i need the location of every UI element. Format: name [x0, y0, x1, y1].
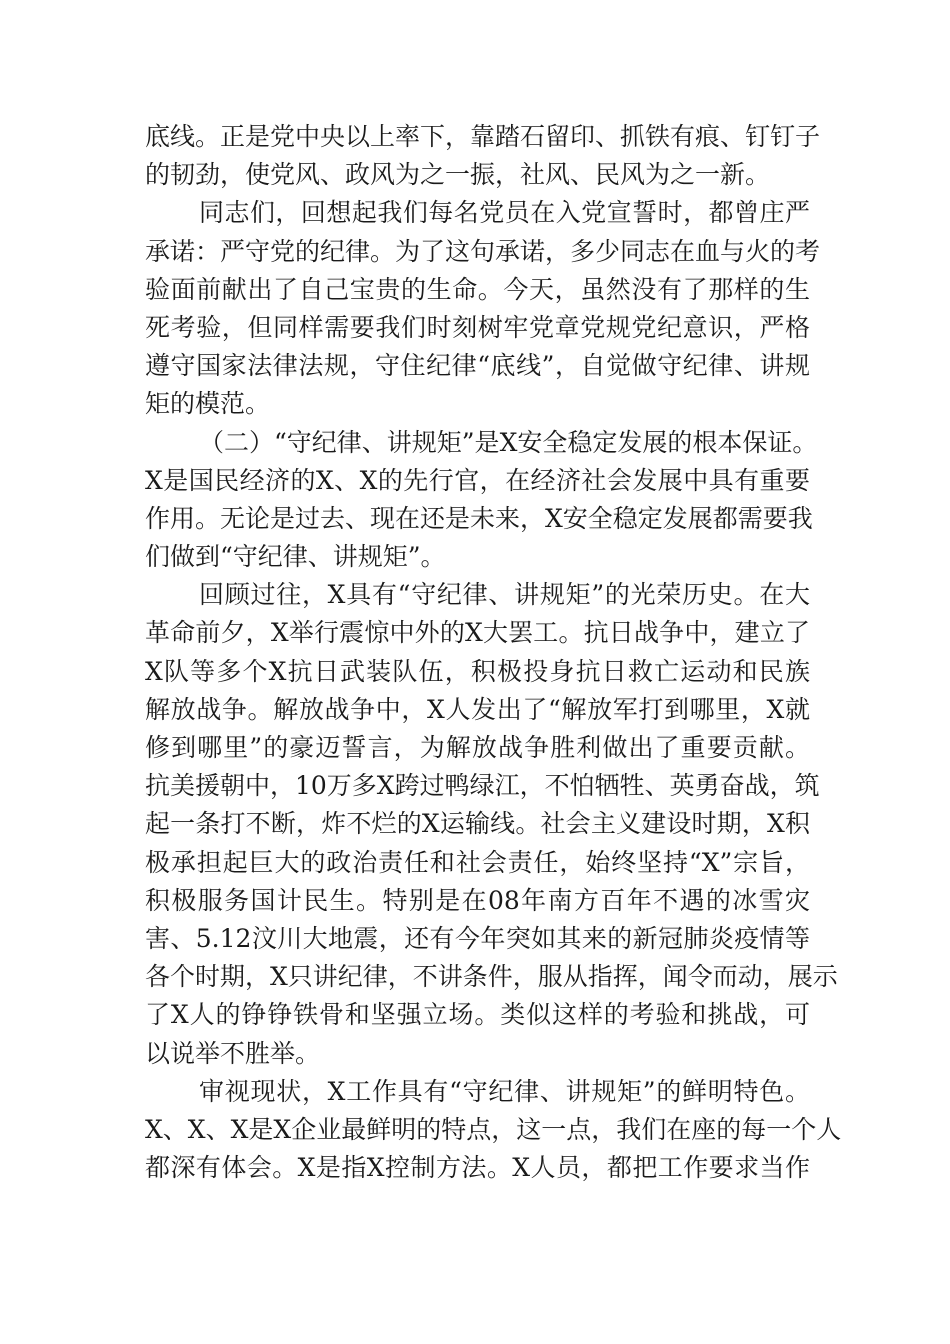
text-line: 同志们，回想起我们每名党员在入党宣誓时，都曾庄严	[199, 198, 810, 228]
text-line: 承诺：严守党的纪律。为了这句承诺，多少同志在血与火的考	[145, 236, 821, 266]
text-line: X是国民经济的X、X的先行官，在经济社会发展中具有重要	[145, 465, 810, 495]
text-line: 回顾过往，X具有“守纪律、讲规矩”的光荣历史。在大	[199, 580, 810, 610]
text-line: X队等多个X抗日武装队伍，积极投身抗日救亡运动和民族	[145, 656, 810, 686]
text-line: 解放战争。解放战争中，X人发出了“解放军打到哪里，X就	[145, 694, 810, 724]
text-line: 们做到“守纪律、讲规矩”。	[145, 542, 446, 572]
text-line: 起一条打不断，炸不烂的X运输线。社会主义建设时期，X积	[145, 809, 810, 839]
text-line: 遵守国家法律法规，守住纪律“底线”，自觉做守纪律、讲规	[145, 351, 810, 381]
text-line: 极承担起巨大的政治责任和社会责任，始终坚持“X”宗旨，	[145, 847, 810, 877]
text-line: 害、5.12汶川大地震，还有今年突如其来的新冠肺炎疫情等	[145, 923, 810, 953]
text-line: 各个时期，X只讲纪律，不讲条件，服从指挥，闻令而动，展示	[145, 962, 838, 992]
text-line: 作用。无论是过去、现在还是未来，X安全稳定发展都需要我	[145, 503, 813, 533]
text-line: 的韧劲，使党风、政风为之一振，社风、民风为之一新。	[145, 160, 771, 190]
text-line: 审视现状，X工作具有“守纪律、讲规矩”的鲜明特色。	[199, 1076, 810, 1106]
text-line: 了X人的铮铮铁骨和坚强立场。类似这样的考验和挑战，可	[145, 1000, 810, 1030]
text-line: 以说举不胜举。	[145, 1038, 321, 1068]
text-line: 修到哪里”的豪迈誓言，为解放战争胜利做出了重要贡献。	[145, 733, 810, 762]
text-line: 底线。正是党中央以上率下，靠踏石留印、抓铁有痕、钉钉子	[145, 122, 821, 151]
text-line: 抗美援朝中，10万多X跨过鸭绿江，不怕牺牲、英勇奋战，筑	[145, 771, 820, 801]
text-line: 都深有体会。X是指X控制方法。X人员，都把工作要求当作	[145, 1153, 810, 1183]
text-line: X、X、X是X企业最鲜明的特点，这一点，我们在座的每一个人	[145, 1114, 842, 1144]
text-line: 革命前夕，X举行震惊中外的X大罢工。抗日战争中，建立了	[145, 618, 810, 648]
text-line: 验面前献出了自己宝贵的生命。今天，虽然没有了那样的生	[145, 274, 810, 304]
text-line: 积极服务国计民生。特别是在08年南方百年不遇的冰雪灾	[145, 885, 810, 915]
text-line: 矩的模范。	[145, 389, 271, 419]
document-body	[145, 118, 842, 1187]
text-line: （二）“守纪律、讲规矩”是X安全稳定发展的根本保证。	[199, 427, 818, 457]
text-line: 死考验，但同样需要我们时刻树牢党章党规党纪意识，严格	[145, 312, 810, 342]
